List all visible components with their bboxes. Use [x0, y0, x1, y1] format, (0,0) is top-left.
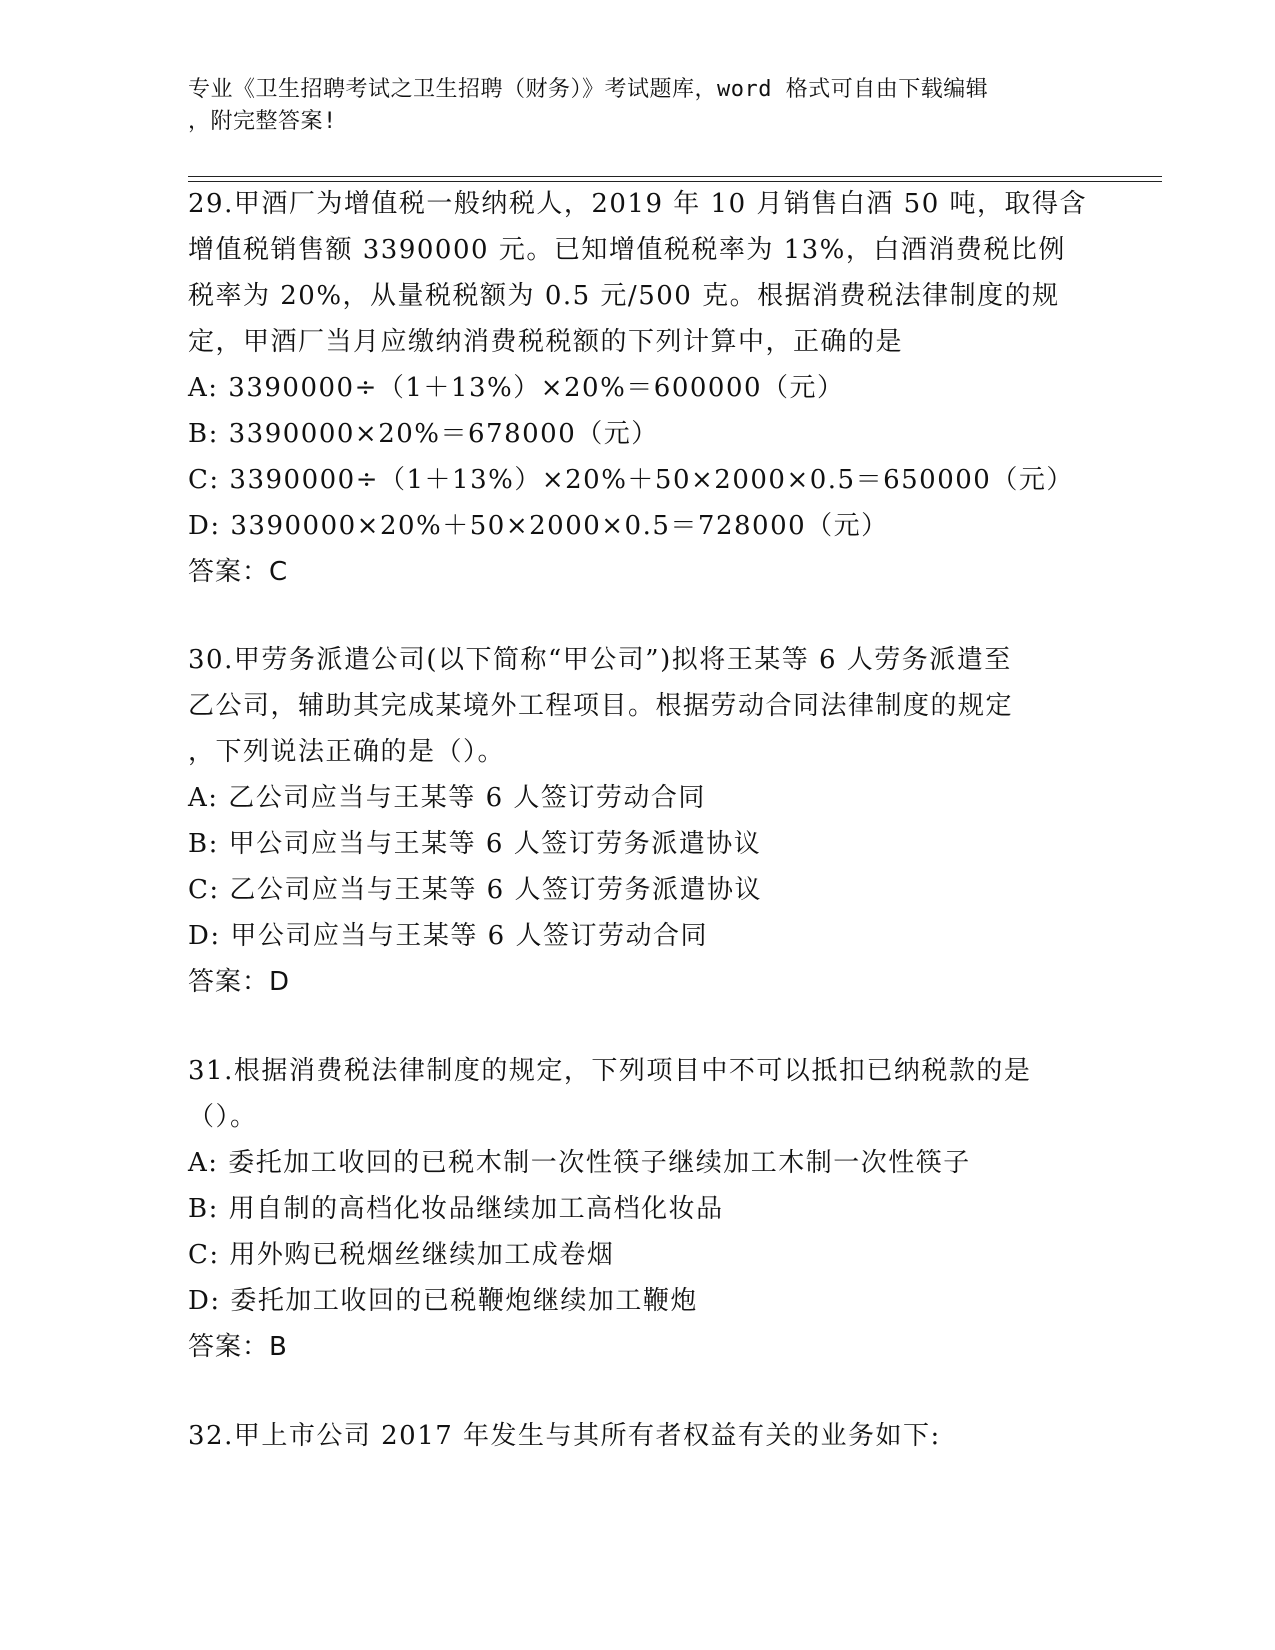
- header-line: 专业《卫生招聘考试之卫生招聘（财务）》考试题库，word 格式可自由下载编辑: [188, 77, 989, 102]
- question-stem-line: ，下列说法正确的是（）。: [188, 737, 506, 767]
- header-line: ，附完整答案!: [188, 109, 337, 134]
- answer-label: 答案：C: [188, 557, 289, 587]
- question-stem-line: 定，甲酒厂当月应缴纳消费税税额的下列计算中，正确的是: [188, 327, 904, 357]
- option-c: C: 乙公司应当与王某等 6 人签订劳务派遣协议: [188, 875, 762, 905]
- question-stem-line: 30.甲劳务派遣公司(以下简称“甲公司”)拟将王某等 6 人劳务派遣至: [188, 645, 1012, 675]
- question-stem-line: 税率为 20%，从量税税额为 0.5 元/500 克。根据消费税法律制度的规: [188, 281, 1060, 311]
- option-d: D: 3390000×20%＋50×2000×0.5＝728000（元）: [188, 511, 889, 541]
- question-stem-line: 32.甲上市公司 2017 年发生与其所有者权益有关的业务如下:: [188, 1421, 941, 1451]
- question-31: [188, 1048, 1088, 1370]
- option-d: D: 委托加工收回的已税鞭炮继续加工鞭炮: [188, 1286, 698, 1316]
- option-b: B: 甲公司应当与王某等 6 人签订劳务派遣协议: [188, 829, 762, 859]
- question-stem-line: 增值税销售额 3390000 元。已知增值税税率为 13%，白酒消费税比例: [188, 235, 1066, 265]
- option-a: A: 3390000÷（1＋13%）×20%＝600000（元）: [188, 373, 845, 403]
- header-rule: [188, 176, 1162, 177]
- option-c: C: 3390000÷（1＋13%）×20%＋50×2000×0.5＝650000（元）: [188, 465, 1074, 495]
- question-stem-line: 乙公司，辅助其完成某境外工程项目。根据劳动合同法律制度的规定: [188, 691, 1014, 721]
- option-d: D: 甲公司应当与王某等 6 人签订劳动合同: [188, 921, 708, 951]
- question-30: [188, 637, 1088, 1005]
- document-header: [188, 74, 1068, 138]
- option-b: B: 3390000×20%＝678000（元）: [188, 419, 659, 449]
- option-c: C: 用外购已税烟丝继续加工成卷烟: [188, 1240, 615, 1270]
- question-32: [188, 1413, 1088, 1459]
- answer-label: 答案：D: [188, 967, 291, 997]
- option-a: A: 乙公司应当与王某等 6 人签订劳动合同: [188, 783, 706, 813]
- question-stem-line: 31.根据消费税法律制度的规定，下列项目中不可以抵扣已纳税款的是: [188, 1056, 1032, 1086]
- option-a: A: 委托加工收回的已税木制一次性筷子继续加工木制一次性筷子: [188, 1148, 971, 1178]
- question-stem-line: 29.甲酒厂为增值税一般纳税人，2019 年 10 月销售白酒 50 吨，取得含: [188, 189, 1088, 219]
- question-29: [188, 181, 1088, 595]
- answer-label: 答案：B: [188, 1332, 288, 1362]
- option-b: B: 用自制的高档化妆品继续加工高档化妆品: [188, 1194, 724, 1224]
- question-stem-line: （）。: [188, 1102, 258, 1132]
